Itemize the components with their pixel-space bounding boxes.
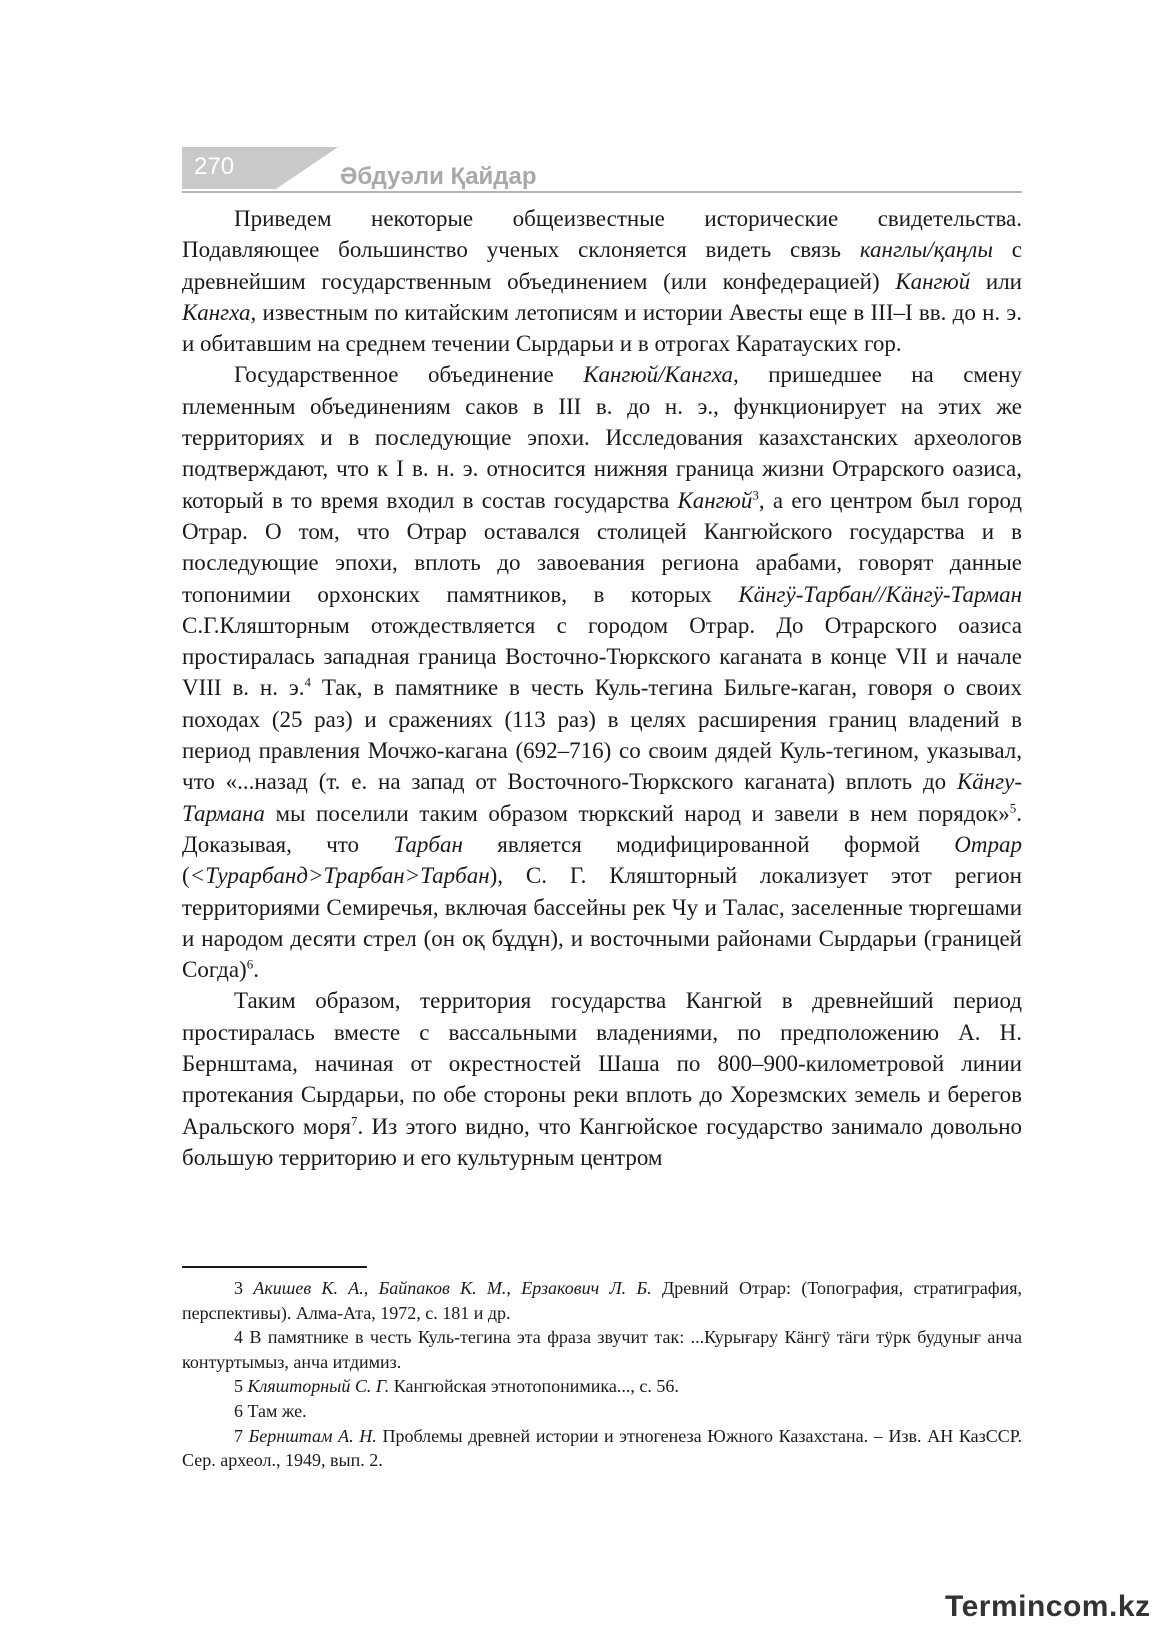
text-run: пришедшее на смену племенным объединениям саков в III в. до н. э., функционирует на этих же территориях и в последующие эпохи. Исследования казахстанских археологов подтверждают, что к I в. н. э. относится нижняя граница жизни Отрарского оазиса, который в то время входил в состав государства (182, 362, 1022, 513)
italic-term: Кангюй (895, 268, 971, 294)
footnote-ref[interactable]: 6 (246, 956, 254, 972)
text-run: Так, в памятнике в честь Куль-тегина Бильге-каган, говоря о своих походах (25 раз) и сражениях (113 раз) в целях расширения границ владений в период правления Мочжо-кагана (692–716) со своим дядей Куль-тегином, указывал, что «...назад (т. е. на запад от Восточного-Тюркского каганата) вплоть до (182, 675, 1022, 795)
footnote-separator (182, 1266, 367, 1268)
text-run: . Доказывая, что (182, 800, 1022, 857)
footnote-authors: Бернштам А. Н. (248, 1425, 377, 1446)
italic-term: Отрар (954, 831, 1022, 857)
footnote-number: 7 (234, 1425, 249, 1446)
page-header (182, 147, 1022, 193)
text-run: Таким образом, территория государства Кангюй в древнейший период простиралась вместе с вассальными владениями, по предположению А. Н. Бернштама, начиная от окрестностей Шаша по 800–900-километровой линии протекания Сырдарьи, по обе стороны реки вплоть до Хорезмских земель и берегов Аральского моря (182, 988, 1022, 1139)
text-run: ), С. Г. Кляшторный локализует этот регион территориями Семиречья, включая бассейны рек Чу и Талас, заселенные тюргешами и народом десяти стрел (он оқ бұдұн), и восточными районами Сырдарьи (границей Согда) (182, 863, 1022, 983)
footnote-ref[interactable]: 4 (304, 674, 311, 690)
footnote-text: 4 В памятнике в честь Куль-тегина эта фраза звучит так: ...Курығару Кӓнгӱ тӓги тӱрк будунығ анча контуртымыз, анча итдимиз. (182, 1327, 1022, 1372)
page-number-tab (182, 147, 276, 189)
italic-term: Кангюй/Кангха, (583, 362, 739, 388)
text-run: С.Г.Кляшторным отождествляется с городом Отрар. До Отрарского оазиса простиралась западная граница Восточно-Тюркского каганата в конце VII и начале VIII в. н. э. (182, 612, 1022, 701)
page-number: 270 (194, 153, 235, 180)
text-run: , а его центром был город Отрар. О том, что Отрар оставался столицей Кангюйского государства и в последующие эпохи, вплоть до завоевания региона арабами, говорят данные топонимии орхонских памятников, в которых (182, 487, 1022, 607)
italic-term: Тарбан (393, 831, 463, 857)
paragraph-1 (182, 203, 1022, 359)
footnotes (182, 1276, 1022, 1473)
italic-term: Кангха, (182, 299, 257, 325)
italic-term: Кангюй (677, 487, 753, 513)
italic-term: <Турарбанд>Трарбан>Тарбан (189, 863, 490, 889)
footnote-text: Древний Отрар: (Топография, стратиграфия, перспективы). Алма-Ата, 1972, с. 181 и др. (182, 1278, 1022, 1323)
footnote-number: 3 (234, 1278, 254, 1298)
footnote-3 (182, 1276, 1022, 1325)
italic-term: канглы/қаңлы (859, 237, 993, 263)
paragraph-2 (182, 359, 1022, 985)
footnote-text: Кангюйская этнотопонимика..., с. 56. (389, 1376, 679, 1397)
footnote-7 (182, 1424, 1022, 1473)
italic-term: Кӓнгу-Тармана (182, 769, 1022, 826)
text-run: ( (182, 863, 190, 889)
footnote-ref[interactable]: 7 (351, 1112, 358, 1128)
footnote-5 (182, 1374, 1022, 1399)
main-text (182, 203, 1022, 1173)
running-head-author: Әбдуәли Қайдар (340, 163, 537, 190)
footnote-authors: Акишев К. А., Байпаков К. М., Ерзакович Л. Б. (253, 1278, 652, 1298)
italic-term: Кӓнгӱ-Тарбан//Кӓнгӱ-Тарман (738, 581, 1022, 607)
text-run: мы поселили таким образом тюркский народ и завели в нем порядок» (264, 800, 1010, 826)
text-run: . (253, 957, 259, 983)
footnote-text: Проблемы древней истории и этногенеза Южного Казахстана. – Изв. АН КазССР. Сер. археол., 1949, вып. 2. (182, 1425, 1023, 1471)
footnote-ref[interactable]: 5 (1009, 799, 1017, 815)
text-run: или (970, 268, 1022, 294)
text-run: с древнейшим государственным объединением (или конфедерацией) (182, 237, 1022, 294)
site-watermark: Termincom.kz (945, 1590, 1151, 1623)
text-run: известным по китайским летописям и истории Авесты еще в III–I вв. до н. э. и обитавшим на среднем течении Сырдарьи и в отрогах Каратауских гор. (182, 299, 1022, 357)
paragraph-3 (182, 985, 1022, 1173)
footnote-6 (182, 1399, 1022, 1424)
footnote-authors: Кляшторный С. Г. (247, 1376, 390, 1397)
text-run: . Из этого видно, что Кангюйское государство занимало довольно большую территорию и его культурным центром (182, 1113, 1022, 1170)
text-run: Государственное объединение (234, 362, 584, 388)
footnote-4 (182, 1325, 1022, 1374)
text-run: Приведем некоторые общеизвестные исторические свидетельства. Подавляющее большинство ученых склоняется видеть связь (182, 206, 1022, 263)
footnote-text: 6 Там же. (234, 1400, 307, 1421)
text-run: является модифицированной формой (462, 831, 955, 857)
header-rule (182, 191, 1022, 193)
footnote-number: 5 (234, 1376, 248, 1397)
footnote-ref[interactable]: 3 (752, 487, 759, 503)
